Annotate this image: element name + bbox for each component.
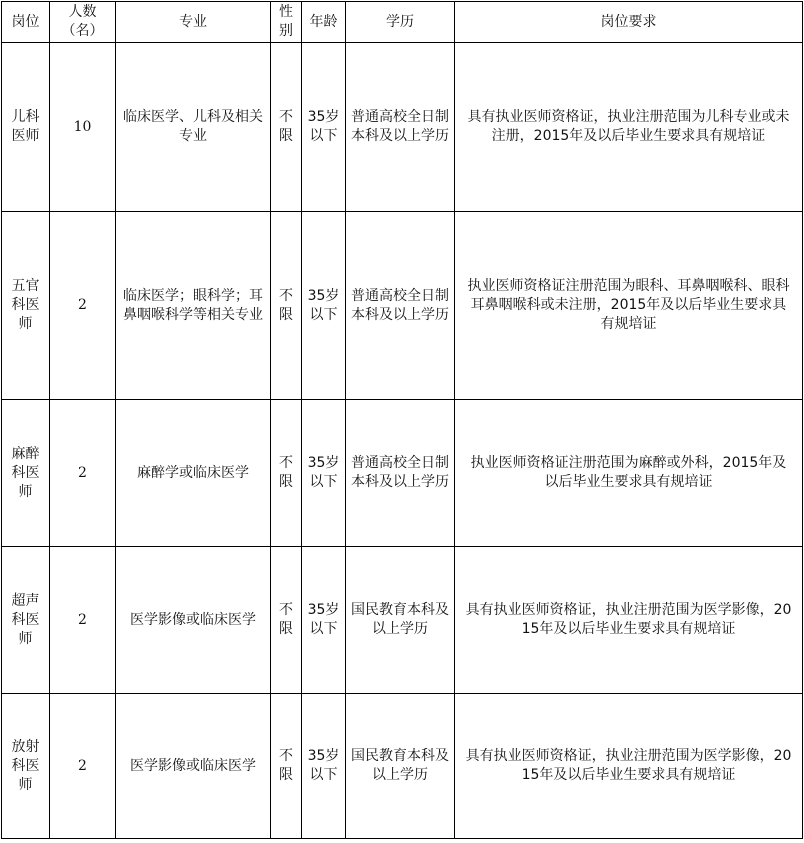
header-requirements: 岗位要求 bbox=[455, 2, 803, 43]
cell-education: 普通高校全日制本科及以上学历 bbox=[346, 43, 455, 212]
cell-age: 35岁以下 bbox=[302, 212, 346, 400]
cell-gender: 不限 bbox=[271, 400, 302, 547]
cell-major: 医学影像或临床医学 bbox=[116, 694, 271, 839]
cell-education: 国民教育本科及以上学历 bbox=[346, 694, 455, 839]
cell-position: 放射科医师 bbox=[2, 694, 50, 839]
cell-major: 麻醉学或临床医学 bbox=[116, 400, 271, 547]
header-gender: 性别 bbox=[271, 2, 302, 43]
header-row bbox=[2, 2, 803, 43]
cell-requirements: 执业医师资格证注册范围为眼科、耳鼻咽喉科、眼科耳鼻咽喉科或未注册，2015年及以后毕业生要求具有规培证 bbox=[455, 212, 803, 400]
header-position: 岗位 bbox=[2, 2, 50, 43]
header-count: 人数（名） bbox=[50, 2, 116, 43]
recruitment-table bbox=[1, 1, 803, 839]
table-row bbox=[2, 212, 803, 400]
cell-position: 儿科医师 bbox=[2, 43, 50, 212]
table-row bbox=[2, 547, 803, 694]
cell-requirements: 执业医师资格证注册范围为麻醉或外科，2015年及以后毕业生要求具有规培证 bbox=[455, 400, 803, 547]
cell-position: 五官科医师 bbox=[2, 212, 50, 400]
cell-count: 2 bbox=[50, 400, 116, 547]
cell-major: 临床医学；眼科学；耳鼻咽喉科学等相关专业 bbox=[116, 212, 271, 400]
table-row bbox=[2, 43, 803, 212]
cell-gender: 不限 bbox=[271, 43, 302, 212]
cell-education: 国民教育本科及以上学历 bbox=[346, 547, 455, 694]
header-major: 专业 bbox=[116, 2, 271, 43]
cell-count: 10 bbox=[50, 43, 116, 212]
cell-requirements: 具有执业医师资格证，执业注册范围为医学影像，2015年及以后毕业生要求具有规培证 bbox=[455, 694, 803, 839]
cell-requirements: 具有执业医师资格证，执业注册范围为儿科专业或未注册，2015年及以后毕业生要求具有规培证 bbox=[455, 43, 803, 212]
cell-major: 临床医学、儿科及相关专业 bbox=[116, 43, 271, 212]
table-row bbox=[2, 400, 803, 547]
cell-count: 2 bbox=[50, 547, 116, 694]
cell-gender: 不限 bbox=[271, 547, 302, 694]
cell-age: 35岁以下 bbox=[302, 694, 346, 839]
table-row bbox=[2, 694, 803, 839]
cell-position: 超声科医师 bbox=[2, 547, 50, 694]
cell-gender: 不限 bbox=[271, 212, 302, 400]
header-age: 年龄 bbox=[302, 2, 346, 43]
header-education: 学历 bbox=[346, 2, 455, 43]
cell-position: 麻醉科医师 bbox=[2, 400, 50, 547]
cell-count: 2 bbox=[50, 694, 116, 839]
cell-age: 35岁以下 bbox=[302, 43, 346, 212]
cell-count: 2 bbox=[50, 212, 116, 400]
cell-age: 35岁以下 bbox=[302, 547, 346, 694]
cell-education: 普通高校全日制本科及以上学历 bbox=[346, 212, 455, 400]
cell-age: 35岁以下 bbox=[302, 400, 346, 547]
cell-education: 普通高校全日制本科及以上学历 bbox=[346, 400, 455, 547]
cell-gender: 不限 bbox=[271, 694, 302, 839]
cell-major: 医学影像或临床医学 bbox=[116, 547, 271, 694]
cell-requirements: 具有执业医师资格证，执业注册范围为医学影像，2015年及以后毕业生要求具有规培证 bbox=[455, 547, 803, 694]
